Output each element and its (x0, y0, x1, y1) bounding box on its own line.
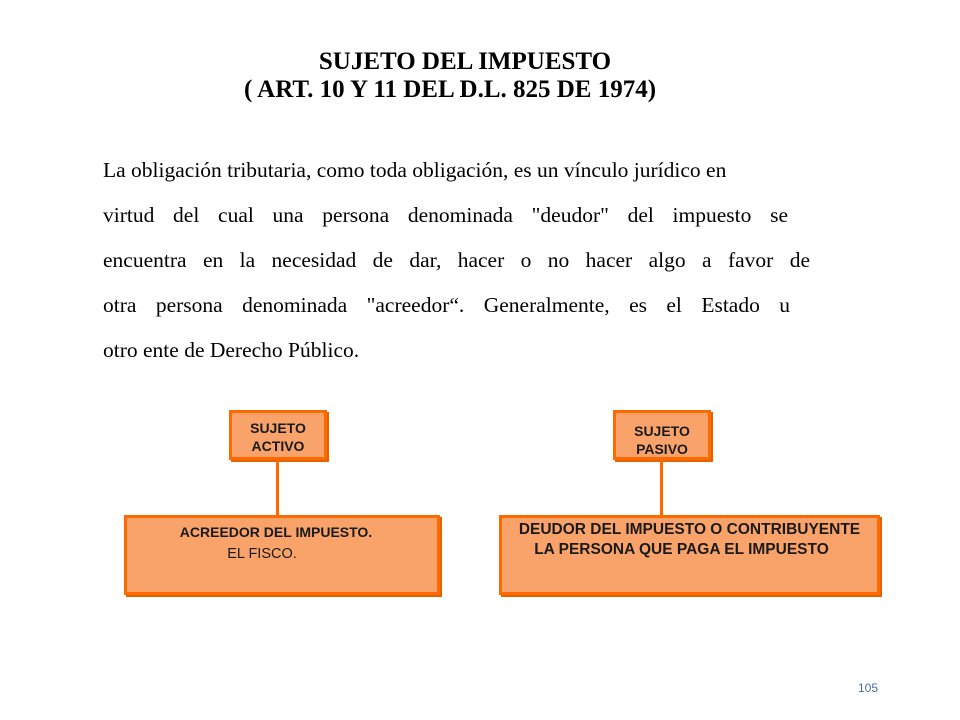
active-body-line-1: ACREEDOR DEL IMPUESTO. (179, 524, 373, 540)
active-body-line-2: EL FISCO. (227, 546, 297, 562)
passive-connector (660, 460, 663, 515)
passive-body-line-2: LA PERSONA QUE PAGA EL IMPUESTO (534, 541, 829, 558)
paragraph-line-3: encuentra en la necesidad de dar, hacer o no hacer algo a favor de (103, 248, 810, 272)
definition-paragraph (103, 148, 810, 373)
active-header-line-1: SUJETO (250, 420, 306, 436)
paragraph-line-1: La obligación tributaria, como toda obligación, es un vínculo jurídico en (103, 158, 727, 182)
page-number: 105 (858, 681, 879, 695)
active-connector (276, 460, 279, 515)
active-header-line-2: ACTIVO (251, 438, 305, 454)
paragraph-line-5: otro ente de Derecho Público. (103, 338, 360, 362)
passive-subject-body (499, 515, 880, 595)
active-subject-header (229, 410, 327, 460)
passive-header-line-2: PASIVO (636, 441, 688, 457)
paragraph-line-2: virtud del cual una persona denominada "deudor" del impuesto se (103, 203, 788, 227)
passive-header-line-1: SUJETO (634, 423, 690, 439)
active-subject-body (124, 515, 440, 595)
passive-body-line-1: DEUDOR DEL IMPUESTO O CONTRIBUYENTE (518, 521, 861, 538)
title-line-1: SUJETO DEL IMPUESTO (318, 48, 612, 75)
paragraph-line-4: otra persona denominada "acreedor“. Generalmente, es el Estado u (103, 293, 790, 317)
title-line-2: ( ART. 10 Y 11 DEL D.L. 825 DE 1974) (243, 76, 657, 103)
passive-subject-header (613, 410, 711, 460)
